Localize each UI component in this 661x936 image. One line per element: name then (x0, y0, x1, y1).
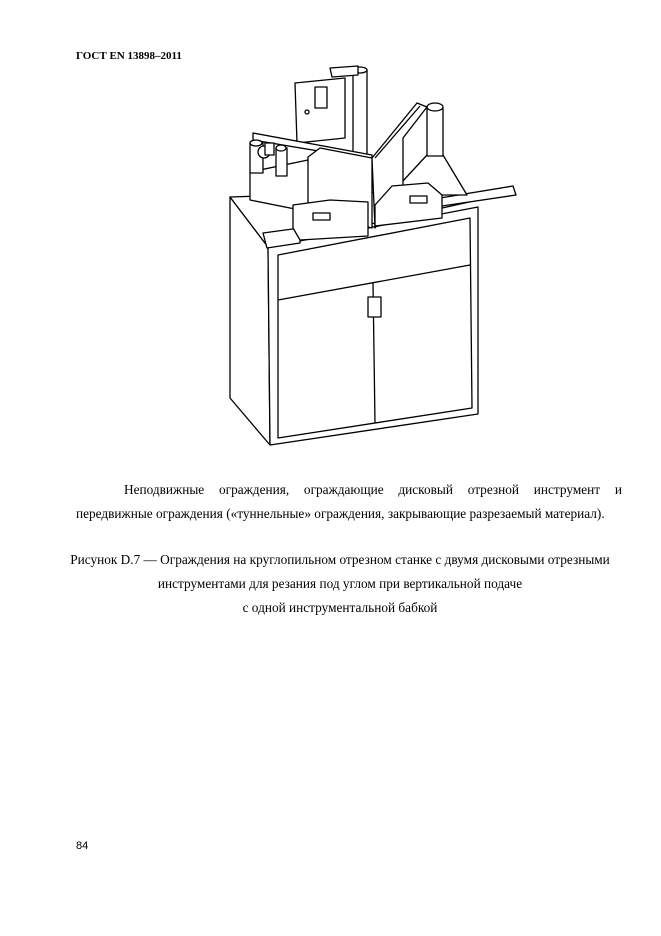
caption-line-2: инструментами для резания под углом при вертикальной подаче (157, 576, 523, 591)
body-paragraph (76, 478, 622, 526)
body-line-1: Неподвижные ограждения, ограждающие дисковый отрезной инструмент и (124, 482, 622, 497)
document-header: ГОСТ EN 13898–2011 (76, 50, 182, 62)
caption-line-1: Рисунок D.7 — Ограждения на круглопильном отрезном станке с двумя дисковыми отрезными (70, 552, 610, 567)
figure-caption (60, 548, 620, 620)
body-line-2: передвижные ограждения («туннельные» ограждения, закрывающие разрезаемый материал). (76, 506, 605, 521)
caption-line-3: с одной инструментальной бабкой (242, 600, 438, 615)
page-number: 84 (76, 840, 89, 852)
door-handle-drawing (368, 297, 381, 317)
